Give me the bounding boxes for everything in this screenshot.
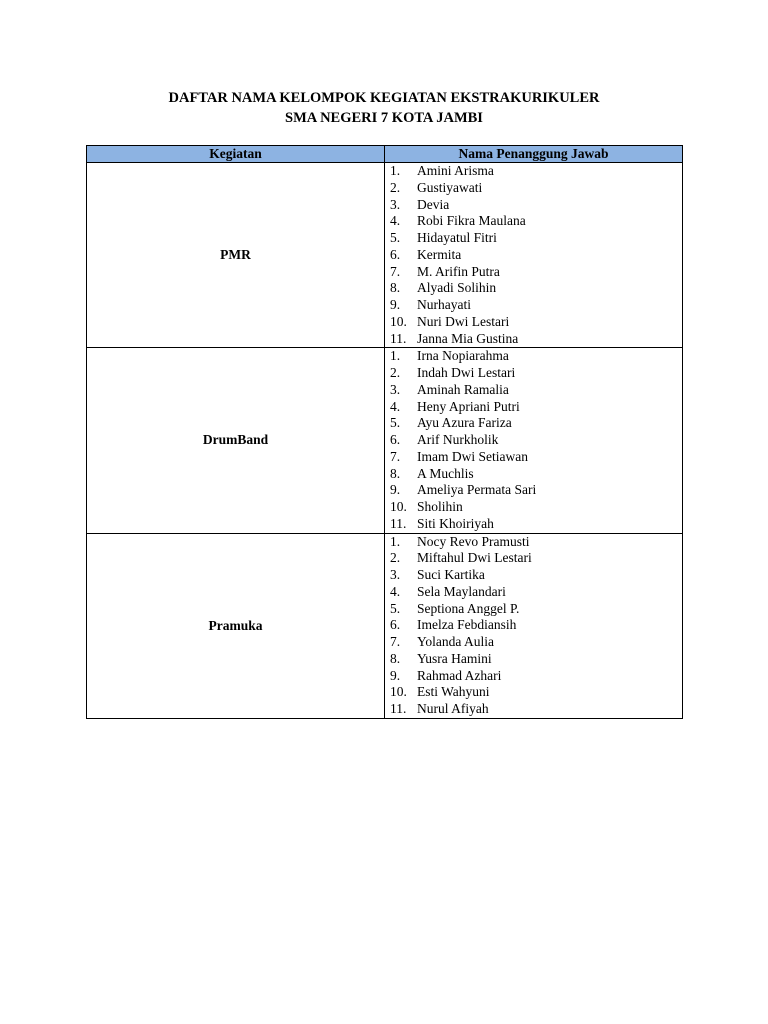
list-item	[385, 499, 682, 516]
list-item	[385, 230, 682, 247]
member-name: Devia	[417, 196, 450, 212]
list-item	[385, 213, 682, 230]
item-number: 7.	[390, 448, 401, 464]
list-item	[385, 432, 682, 449]
member-name: Nurhayati	[417, 297, 471, 312]
activity-cell: Pramuka	[87, 533, 385, 718]
list-item	[385, 567, 682, 584]
member-name: Rahmad Azhari	[417, 667, 502, 683]
member-name: Nuri Dwi Lestari	[417, 313, 510, 329]
list-item	[385, 601, 682, 618]
list-item	[385, 534, 682, 551]
list-item	[385, 314, 682, 331]
member-name: Septiona Anggel P.	[417, 600, 520, 616]
item-number: 8.	[390, 465, 401, 481]
list-item	[385, 550, 682, 567]
item-number: 2.	[390, 550, 401, 566]
item-number: 5.	[390, 230, 401, 245]
member-name: Ayu Azura Fariza	[417, 415, 512, 431]
item-number: 6.	[390, 246, 401, 262]
list-item	[385, 584, 682, 601]
member-name: Gustiyawati	[417, 179, 483, 195]
table-row	[87, 348, 683, 533]
item-number: 1.	[390, 533, 401, 549]
member-name: Nurul Afiyah	[417, 701, 489, 716]
list-item	[385, 399, 682, 416]
list-item	[385, 280, 682, 297]
list-item	[385, 264, 682, 281]
list-item	[385, 247, 682, 264]
item-number: 1.	[390, 348, 401, 364]
activity-cell: PMR	[87, 163, 385, 348]
list-item	[385, 668, 682, 685]
members-cell	[385, 533, 683, 718]
item-number: 6.	[390, 432, 401, 447]
member-name: Imam Dwi Setiawan	[417, 448, 528, 464]
list-item	[385, 516, 682, 533]
member-name: Janna Mia Gustina	[417, 330, 519, 346]
member-name: Aminah Ramalia	[417, 381, 509, 397]
member-name: Sholihin	[417, 499, 463, 514]
list-item	[385, 651, 682, 668]
list-item	[385, 331, 682, 348]
item-number: 5.	[390, 600, 401, 616]
item-number: 9.	[390, 667, 401, 683]
item-number: 6.	[390, 617, 401, 633]
roster-table	[86, 145, 683, 719]
table-header-row	[87, 146, 683, 163]
item-number: 10.	[390, 684, 407, 700]
item-number: 11.	[390, 330, 407, 346]
item-number: 11.	[390, 701, 407, 716]
list-item	[385, 449, 682, 466]
member-name: Esti Wahyuni	[417, 684, 490, 700]
member-name: Yusra Hamini	[417, 650, 492, 666]
document-heading	[0, 88, 768, 128]
item-number: 9.	[390, 297, 401, 312]
document-title: DAFTAR NAMA KELOMPOK KEGIATAN EKSTRAKURIKULER	[168, 90, 600, 106]
member-name: Irna Nopiarahma	[417, 348, 509, 364]
column-header-kegiatan: Kegiatan	[87, 146, 385, 163]
item-number: 10.	[390, 313, 407, 329]
members-cell	[385, 348, 683, 533]
list-item	[385, 415, 682, 432]
list-item	[385, 634, 682, 651]
document-subtitle: SMA NEGERI 7 KOTA JAMBI	[285, 110, 483, 126]
item-number: 9.	[390, 482, 401, 498]
member-list	[385, 348, 682, 532]
member-name: Miftahul Dwi Lestari	[417, 550, 532, 566]
item-number: 4.	[390, 583, 401, 599]
list-item	[385, 466, 682, 483]
member-name: Siti Khoiriyah	[417, 515, 494, 531]
table-row	[87, 163, 683, 348]
item-number: 4.	[390, 213, 401, 229]
item-number: 7.	[390, 634, 401, 649]
member-name: Indah Dwi Lestari	[417, 365, 516, 380]
member-name: Heny Apriani Putri	[417, 398, 520, 414]
list-item	[385, 701, 682, 718]
list-item	[385, 180, 682, 197]
list-item	[385, 365, 682, 382]
item-number: 3.	[390, 196, 401, 212]
activity-cell: DrumBand	[87, 348, 385, 533]
member-name: Kermita	[417, 246, 462, 262]
list-item	[385, 163, 682, 180]
item-number: 5.	[390, 415, 401, 431]
member-name: M. Arifin Putra	[417, 263, 500, 279]
item-number: 11.	[390, 515, 407, 531]
member-name: Robi Fikra Maulana	[417, 213, 526, 229]
members-cell	[385, 163, 683, 348]
member-name: Suci Kartika	[417, 567, 485, 582]
member-name: Alyadi Solihin	[417, 280, 497, 296]
list-item	[385, 197, 682, 214]
member-name: Yolanda Aulia	[417, 634, 495, 649]
table-row	[87, 533, 683, 718]
member-name: Arif Nurkholik	[417, 432, 499, 447]
list-item	[385, 382, 682, 399]
item-number: 7.	[390, 263, 401, 279]
member-name: Nocy Revo Pramusti	[417, 533, 530, 549]
item-number: 2.	[390, 179, 401, 195]
list-item	[385, 482, 682, 499]
item-number: 8.	[390, 650, 401, 666]
list-item	[385, 297, 682, 314]
member-name: Sela Maylandari	[417, 583, 506, 599]
list-item	[385, 348, 682, 365]
member-name: Hidayatul Fitri	[417, 230, 497, 245]
item-number: 2.	[390, 365, 401, 380]
list-item	[385, 617, 682, 634]
list-item	[385, 684, 682, 701]
member-name: A Muchlis	[417, 465, 474, 481]
item-number: 4.	[390, 398, 401, 414]
column-header-penanggung-jawab: Nama Penanggung Jawab	[385, 146, 683, 163]
member-name: Ameliya Permata Sari	[417, 482, 537, 498]
item-number: 1.	[390, 163, 401, 178]
member-list	[385, 534, 682, 718]
member-name: Amini Arisma	[417, 163, 494, 178]
item-number: 3.	[390, 567, 401, 582]
item-number: 3.	[390, 381, 401, 397]
member-name: Imelza Febdiansih	[417, 617, 517, 633]
item-number: 8.	[390, 280, 401, 296]
item-number: 10.	[390, 499, 407, 514]
member-list	[385, 163, 682, 347]
